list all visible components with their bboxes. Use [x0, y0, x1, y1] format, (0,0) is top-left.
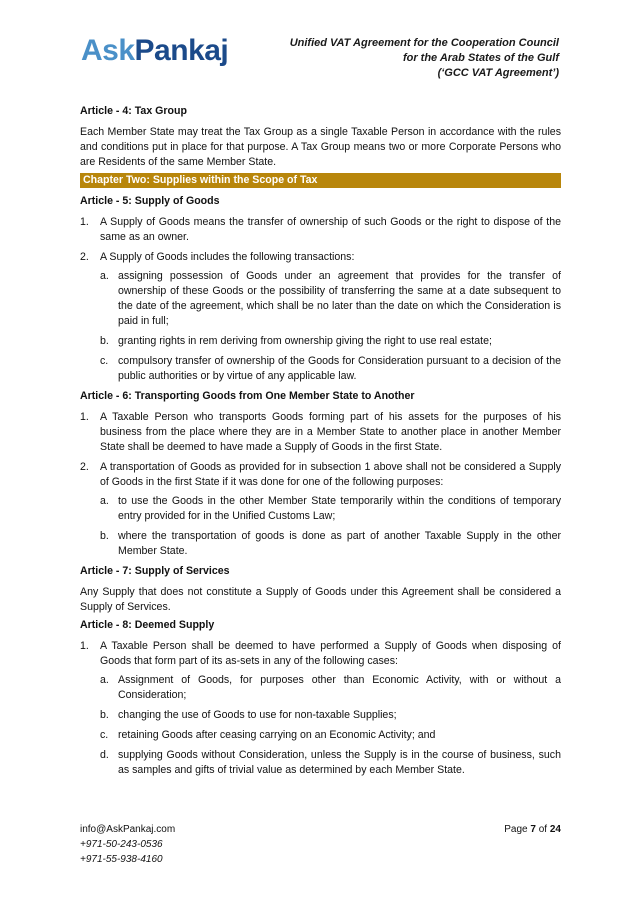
sub-list-item: [100, 708, 561, 723]
article-5-heading: Article - 5: Supply of Goods: [80, 195, 220, 207]
sub-item-letter: a.: [100, 495, 109, 507]
sub-item-letter: a.: [100, 674, 109, 686]
sub-list-item: [100, 673, 561, 703]
sub-list-item: [100, 728, 561, 743]
sub-item-text: retaining Goods after ceasing carrying on an Economic Activity; and: [118, 729, 436, 741]
sub-item-letter: c.: [100, 355, 109, 367]
article-7-text: Any Supply that does not constitute a Supply of Goods under this Agreement shall be considered a Supply of Services.: [80, 586, 561, 613]
sub-list-item: [100, 269, 561, 329]
logo: [81, 34, 228, 68]
list-item: [80, 639, 561, 783]
article-4-heading: Article - 4: Tax Group: [80, 105, 187, 117]
footer-phone-2: +971-55-938-4160: [80, 854, 163, 865]
item-text: A Supply of Goods includes the following transactions:: [100, 251, 355, 263]
sub-list-item: [100, 494, 561, 524]
sub-list: [100, 673, 561, 778]
page-prefix: Page: [504, 824, 528, 835]
sub-item-letter: a.: [100, 270, 109, 282]
sub-list-item: [100, 334, 561, 349]
list-item: [80, 250, 561, 384]
article-8-list: [80, 639, 561, 783]
page-of: of: [538, 824, 548, 835]
document-title: [259, 36, 559, 81]
title-line-3: (‘GCC VAT Agreement’): [437, 67, 559, 79]
item-text: A Taxable Person shall be deemed to have performed a Supply of Goods when disposing of Goods that form part of its as-sets in any of the following cases:: [100, 640, 561, 667]
list-item: [80, 460, 561, 559]
sub-item-letter: d.: [100, 749, 109, 761]
article-4-text: Each Member State may treat the Tax Group as a single Taxable Person in accordance with the rules and conditions put in place for that purpose. A Tax Group means two or more Corporate Persons who are Residents of the same Member State.: [80, 126, 561, 168]
item-number: 2.: [80, 461, 89, 473]
page-footer: [80, 822, 561, 867]
footer-email[interactable]: info@AskPankaj.com: [80, 824, 176, 835]
article-6-heading: Article - 6: Transporting Goods from One Member State to Another: [80, 390, 415, 402]
footer-phone-1: +971-50-243-0536: [80, 839, 163, 850]
sub-item-text: assigning possession of Goods under an agreement that provides for the transfer of ownership of these Goods or the possibility of transferring the same at a date subsequent to the date of the agreement, which shall be no later than the date on which the Consideration is paid in full;: [118, 270, 561, 327]
list-item: [80, 410, 561, 455]
article-5-list: [80, 215, 561, 384]
page-current: 7: [530, 824, 536, 835]
logo-pankaj: Pankaj: [134, 34, 229, 67]
article-8-heading: Article - 8: Deemed Supply: [80, 619, 215, 631]
article-6-list: [80, 410, 561, 559]
sub-list-item: [100, 354, 561, 384]
item-number: 1.: [80, 640, 89, 652]
item-number: 2.: [80, 251, 89, 263]
chapter-two-banner: Chapter Two: Supplies within the Scope of Tax: [80, 173, 561, 188]
sub-item-text: compulsory transfer of ownership of the Goods for Consideration pursuant to a decision of the public authorities or by virtue of any applicable law.: [118, 355, 561, 382]
sub-item-text: granting rights in rem deriving from ownership giving the right to use real estate;: [118, 335, 492, 347]
page-body: [80, 104, 561, 788]
sub-list: [100, 269, 561, 384]
sub-item-text: changing the use of Goods to use for non-taxable Supplies;: [118, 709, 397, 721]
item-number: 1.: [80, 411, 89, 423]
title-line-2: for the Arab States of the Gulf: [402, 52, 559, 64]
sub-item-text: supplying Goods without Consideration, unless the Supply is in the course of business, such as samples and gifts of trivial value as determined by each Member State.: [118, 749, 561, 776]
title-line-1: Unified VAT Agreement for the Cooperation Council: [289, 37, 559, 49]
item-text: A Taxable Person who transports Goods forming part of his assets for the purposes of his business from the place where they are in a Member State to another place in another Member State shall be deemed to have made a Supply of Goods in the first State.: [100, 411, 561, 453]
item-text: A transportation of Goods as provided for in subsection 1 above shall not be considered a Supply of Goods in the first State if it was done for one of the following purposes:: [100, 461, 561, 488]
sub-item-text: Assignment of Goods, for purposes other than Economic Activity, with or without a Consideration;: [118, 674, 561, 701]
sub-item-letter: c.: [100, 729, 109, 741]
sub-item-text: to use the Goods in the other Member State temporarily within the conditions of temporary entry provided for in the Unified Customs Law;: [118, 495, 561, 522]
sub-item-letter: b.: [100, 335, 109, 347]
list-item: [80, 215, 561, 245]
item-number: 1.: [80, 216, 89, 228]
sub-item-letter: b.: [100, 530, 109, 542]
logo-ask: Ask: [81, 34, 135, 67]
item-text: A Supply of Goods means the transfer of ownership of such Goods or the right to dispose of the same as an owner.: [100, 216, 561, 243]
sub-list-item: [100, 748, 561, 778]
sub-list: [100, 494, 561, 559]
article-7-heading: Article - 7: Supply of Services: [80, 565, 230, 577]
sub-item-letter: b.: [100, 709, 109, 721]
page-number: [504, 822, 561, 837]
sub-list-item: [100, 529, 561, 559]
page-total: 24: [549, 824, 561, 835]
sub-item-text: where the transportation of goods is done as part of another Taxable Supply in the other Member State.: [118, 530, 561, 557]
